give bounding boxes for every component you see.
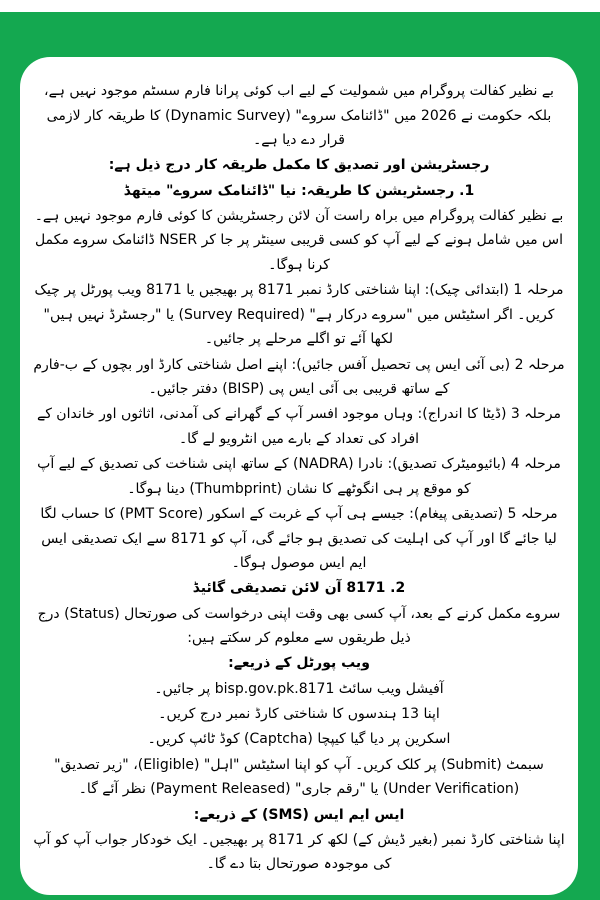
web-portal-subheading: ویب پورٹل کے ذریعے: bbox=[228, 655, 370, 672]
web-step-1: آفیشل ویب سائٹ bisp.gov.pk.8171 پر جائیں۔ bbox=[154, 680, 444, 697]
step-5-paragraph: مرحلہ 5 (تصدیقی پیغام): جیسے ہی آپ کے غربت کے اسکور (PMT Score) کا حساب لگا لیا جائے گا اور آپ کی اہلیت کی تصدیق ہو جائے گی، آپ کو 8171 سے ایک تصدیقی ایس ایم ایس موصول ہوگا۔ bbox=[40, 506, 558, 571]
green-frame bbox=[0, 12, 600, 900]
sms-paragraph: اپنا شناختی کارڈ نمبر (بغیر ڈیش کے) لکھ کر 8171 پر بھیجیں۔ ایک خودکار جواب آپ کو آپ کی موجودہ صورتحال بتا دے گا۔ bbox=[33, 831, 565, 873]
step-3-paragraph: مرحلہ 3 (ڈیٹا کا اندراج): وہاں موجود افسر آپ کے گھرانے کی آمدنی، اثاثوں اور خاندان کے افراد کی تعداد کے بارے میں انٹرویو لے گا۔ bbox=[36, 406, 562, 447]
document-card bbox=[20, 57, 578, 895]
document-content bbox=[20, 57, 578, 895]
sms-subheading: ایس ایم ایس (SMS) کے ذریعے: bbox=[193, 806, 405, 823]
web-step-2: اپنا 13 ہندسوں کا شناختی کارڈ نمبر درج کریں۔ bbox=[158, 706, 440, 723]
step-4-paragraph: مرحلہ 4 (بائیومیٹرک تصدیق): نادرا (NADRA) کے ساتھ اپنی شناخت کی تصدیق کے لیے آپ کو موقع پر ہی انگوٹھے کا نشان (Thumbprint) دینا ہوگا۔ bbox=[37, 456, 561, 497]
web-step-4: سبمٹ (Submit) پر کلک کریں۔ آپ کو اپنا اسٹیٹس "اہل" (Eligible)، "زیر تصدیق" (Under Verification) یا "رقم جاری" (Payment Released) نظر آئے گا۔ bbox=[54, 756, 544, 798]
status-check-paragraph: سروے مکمل کرنے کے بعد، آپ کسی بھی وقت اپنی درخواست کی صورتحال (Status) درج ذیل طریقوں سے معلوم کر سکتے ہیں: bbox=[37, 605, 561, 647]
intro-paragraph: بے نظیر کفالت پروگرام میں شمولیت کے لیے اب کوئی پرانا فارم سسٹم موجود نہیں ہے، بلکہ حکومت نے 2026 میں "ڈائنامک سروے" (Dynamic Survey) کا طریقہ کار لازمی قرار دے دیا ہے۔ bbox=[44, 83, 554, 148]
step-1-paragraph: مرحلہ 1 (ابتدائی چیک): اپنا شناختی کارڈ نمبر 8171 پر بھیجیں یا 8171 ویب پورٹل پر چیک کریں۔ اگر اسٹیٹس میں "سروے درکار ہے" (Survey Required) یا "رجسٹرڈ نہیں ہیں" لکھا آئے تو اگلے مرحلے پر جائیں۔ bbox=[34, 282, 564, 348]
process-heading: رجسٹریشن اور تصدیق کا مکمل طریقہ کار درج ذیل ہے: bbox=[108, 157, 490, 174]
web-step-3: اسکرین پر دیا گیا کیپچا (Captcha) کوڈ ٹائپ کریں۔ bbox=[147, 731, 451, 748]
online-guide-heading: 2. 8171 آن لائن تصدیقی گائیڈ bbox=[192, 580, 406, 597]
registration-method-heading: 1. رجسٹریشن کا طریقہ: نیا "ڈائنامک سروے" میتھڈ bbox=[123, 182, 475, 199]
registration-method-paragraph: بے نظیر کفالت پروگرام میں براہ راست آن لائن رجسٹریشن کا کوئی فارم موجود نہیں ہے۔ اس میں شامل ہونے کے لیے آپ کو کسی قریبی سینٹر پر جا کر NSER ڈائنامک سروے مکمل کرنا ہوگا۔ bbox=[34, 207, 564, 273]
step-2-paragraph: مرحلہ 2 (بی آئی ایس پی تحصیل آفس جائیں): اپنے اصل شناختی کارڈ اور بچوں کے ب-فارم کے ساتھ قریبی بی آئی ایس پی (BISP) دفتر جائیں۔ bbox=[33, 356, 565, 398]
